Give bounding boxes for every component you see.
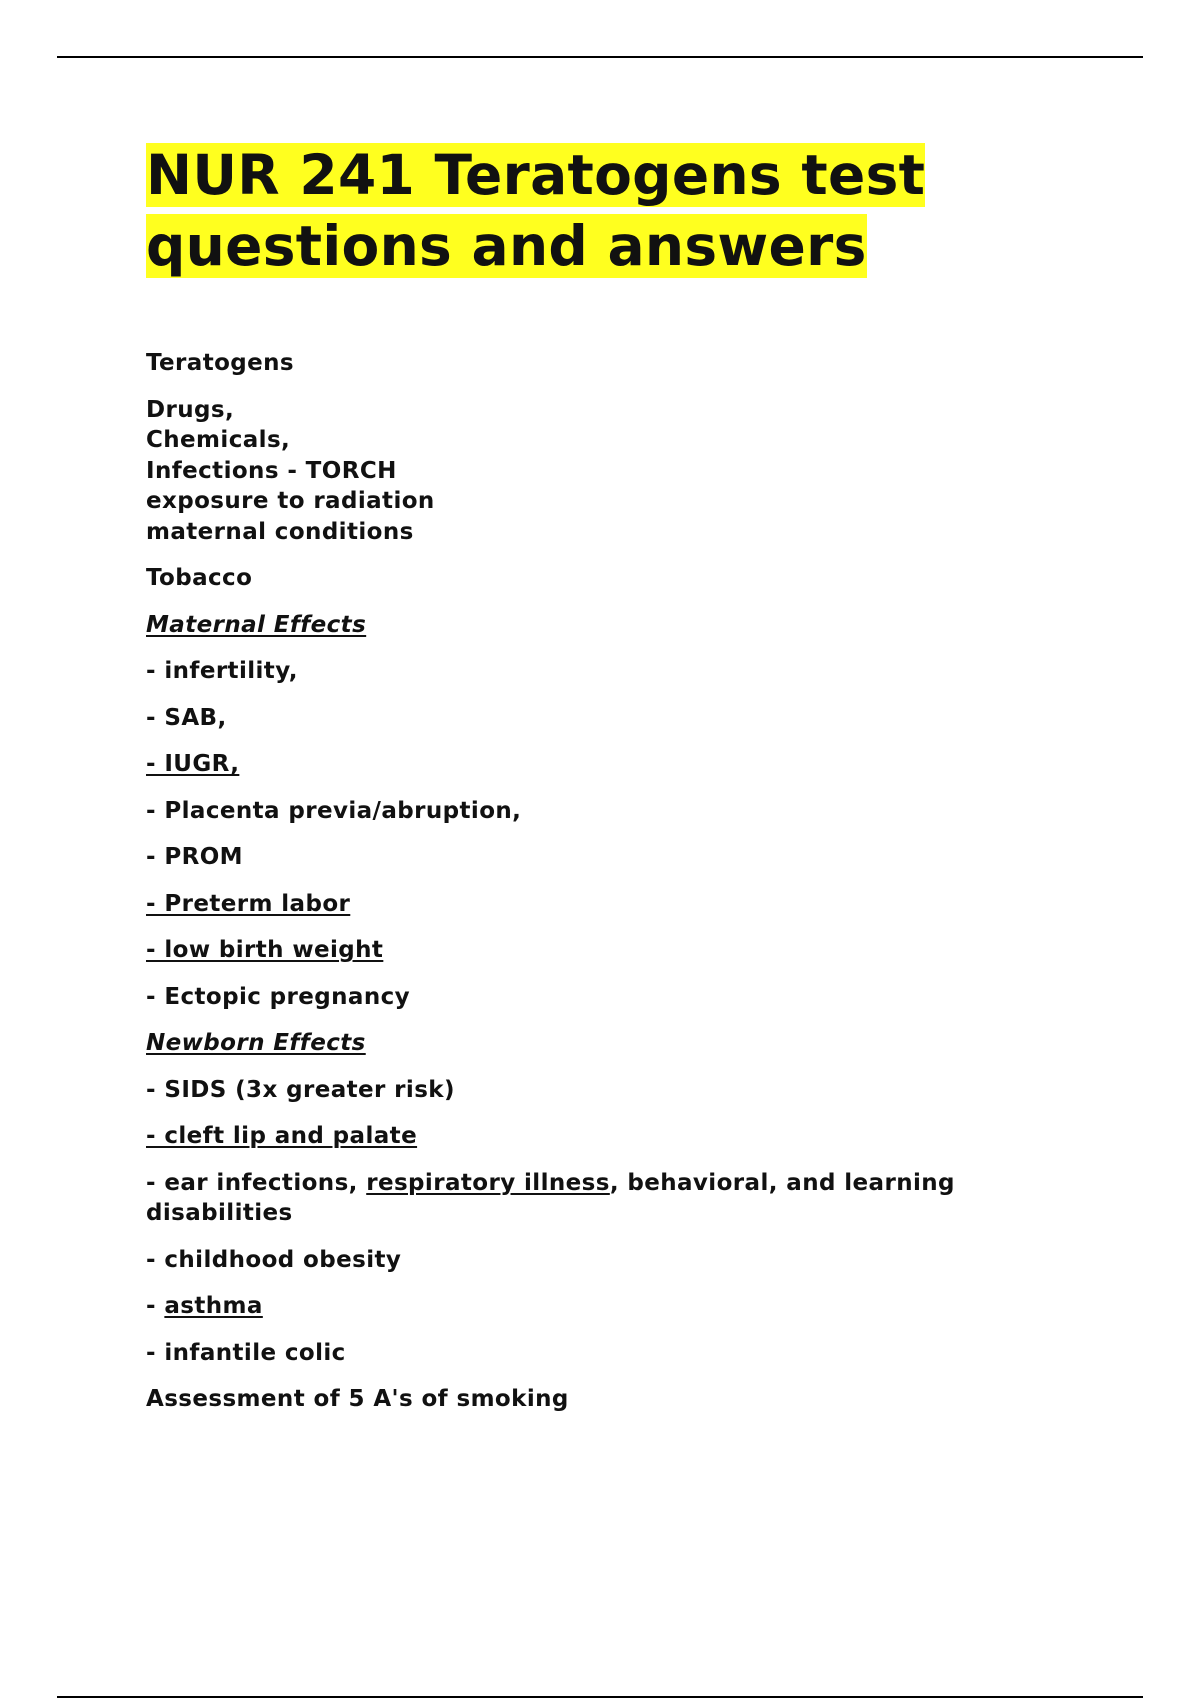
list-item-text: - xyxy=(146,1293,165,1319)
list-item: - childhood obesity xyxy=(146,1246,402,1273)
definition-line: Drugs, xyxy=(146,396,235,423)
term-teratogens: Teratogens xyxy=(146,350,295,376)
list-item xyxy=(146,1121,1106,1152)
list-item: - infantile colic xyxy=(146,1339,346,1366)
maternal-effects-heading xyxy=(146,610,1106,641)
list-item: - SIDS (3x greater risk) xyxy=(146,1076,455,1103)
list-item xyxy=(146,1168,1106,1229)
list-item-text: - low birth weight xyxy=(146,937,384,963)
list-item-text: - cleft lip and palate xyxy=(146,1123,418,1149)
term-assessment: Assessment of 5 A's of smoking xyxy=(146,1386,569,1412)
list-item xyxy=(146,1291,1106,1322)
definition-line: exposure to radiation xyxy=(146,488,435,514)
list-item: - PROM xyxy=(146,844,243,870)
list-item-text: - IUGR, xyxy=(146,751,240,777)
list-item xyxy=(146,749,1106,780)
newborn-effects-label: Newborn Effects xyxy=(146,1030,366,1056)
list-item-text: , behavioral, and learning xyxy=(609,1169,955,1196)
definition-line: maternal conditions xyxy=(146,518,414,545)
maternal-effects-label: Maternal Effects xyxy=(146,611,367,638)
list-item: - infertility, xyxy=(146,658,298,684)
definition-line: Infections - TORCH xyxy=(146,457,397,484)
definition-line: Chemicals, xyxy=(146,427,291,453)
header-rule xyxy=(57,56,1143,58)
teratogens-definition xyxy=(146,395,1106,548)
list-item-line: disabilities xyxy=(146,1200,293,1226)
footer-rule xyxy=(57,1696,1143,1698)
list-item-text: respiratory illness xyxy=(366,1169,610,1196)
list-item xyxy=(146,889,1106,920)
title-line: questions and answers xyxy=(146,214,867,278)
list-item-text: - ear infections, xyxy=(146,1169,367,1196)
list-item xyxy=(146,935,1106,966)
qa-content xyxy=(146,348,1106,1415)
list-item-text: - Preterm labor xyxy=(146,890,351,917)
newborn-effects-heading xyxy=(146,1028,1106,1059)
term-tobacco: Tobacco xyxy=(146,565,253,591)
list-item: - Placenta previa/abruption, xyxy=(146,797,522,824)
document-title xyxy=(146,140,1106,282)
list-item: - Ectopic pregnancy xyxy=(146,983,411,1010)
title-line: NUR 241 Teratogens test xyxy=(146,143,926,207)
list-item-line xyxy=(146,1168,1106,1199)
document-body xyxy=(146,140,1106,1431)
list-item: - SAB, xyxy=(146,704,227,731)
list-item-text: asthma xyxy=(164,1293,263,1319)
